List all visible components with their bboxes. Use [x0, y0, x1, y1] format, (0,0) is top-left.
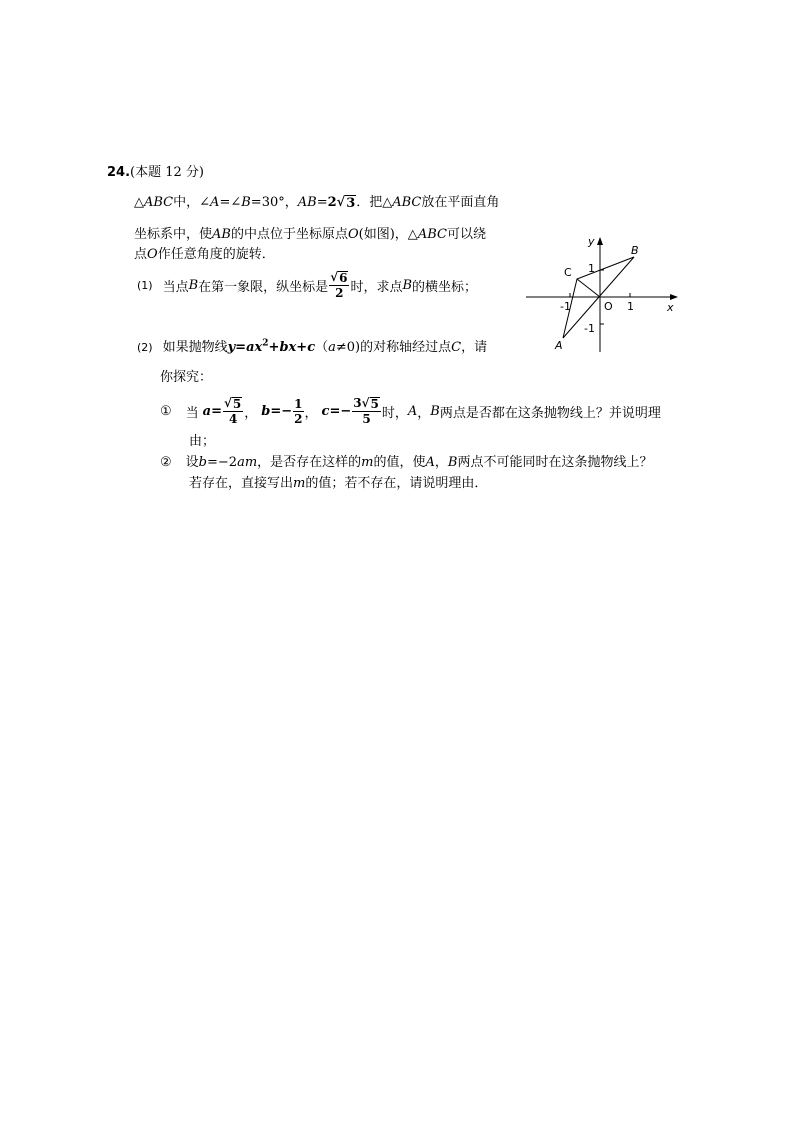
var-y: y: [227, 340, 236, 355]
text: 的值；若不存在，请说明理由．: [305, 476, 488, 491]
var-c: c: [307, 340, 316, 355]
var-o: O: [147, 247, 158, 262]
var-a: A: [425, 455, 435, 470]
radicand: 5: [232, 397, 242, 411]
var-b: b: [261, 403, 271, 419]
label-o: O: [604, 300, 613, 313]
sub-question-1: [160, 397, 661, 425]
label-b: B: [631, 244, 639, 257]
text: 中，∠: [173, 195, 211, 210]
label-c: C: [564, 266, 572, 279]
text: =: [235, 340, 247, 355]
var-b: B: [447, 455, 458, 470]
numerator: 1: [294, 396, 303, 411]
circled-number: ②: [160, 455, 172, 470]
label-a: A: [555, 339, 563, 352]
text: 当点: [162, 279, 189, 295]
text: ，: [244, 405, 258, 421]
var-ab: AB: [297, 195, 317, 210]
text: 作任意角度的旋转．: [157, 247, 275, 262]
sub-question-2: [160, 451, 652, 470]
fraction-3sqrt5-over-5: 3 √ 5 5: [353, 396, 379, 426]
circled-number: ①: [160, 403, 172, 419]
question-number: (2): [137, 341, 153, 354]
text: =−2: [207, 455, 238, 470]
text: +: [268, 340, 280, 355]
var-b: B: [402, 277, 413, 293]
sub-question-2-continued: [189, 472, 487, 491]
text: =−: [270, 403, 293, 419]
text: ，: [417, 405, 431, 421]
text: ≠0)的对称轴经过点: [335, 340, 452, 355]
radicand: 6: [339, 271, 348, 285]
fraction-sqrt6-over-2: √ 6 2: [330, 270, 348, 300]
text: ，: [434, 455, 448, 470]
text: 如果抛物线: [162, 340, 228, 355]
text: (如图)，△: [358, 227, 418, 242]
var-o: O: [347, 227, 359, 242]
var-b: B: [241, 195, 251, 210]
text: 时，: [381, 405, 408, 421]
text: ．把△: [356, 195, 393, 210]
label-y-1: 1: [588, 262, 595, 275]
text: 在第一象限，纵坐标是: [198, 279, 329, 295]
var-ab: AB: [212, 227, 231, 242]
denominator: 2: [294, 411, 303, 426]
denominator: 4: [228, 412, 238, 426]
text: 若存在，直接写出: [189, 476, 294, 491]
var-abc: ABC: [392, 195, 422, 210]
var-ax: ax: [246, 340, 263, 355]
radicand: 5: [370, 397, 379, 411]
problem-number: 24.: [107, 165, 131, 180]
text: ，是否存在这样的: [257, 455, 362, 470]
sqrt-3: √ 3: [336, 195, 356, 211]
text: 坐标系中，使: [134, 227, 213, 242]
text: 两点是否都在这条抛物线上？并说明理: [439, 405, 661, 421]
radicand: 3: [346, 196, 356, 211]
text: △: [134, 195, 144, 210]
text: 的横坐标；: [412, 279, 478, 295]
text: （: [315, 340, 329, 355]
text: ，: [304, 405, 318, 421]
problem-header: [107, 161, 204, 180]
coefficient: 3: [353, 396, 362, 410]
var-b: B: [430, 403, 440, 419]
text: 时，求点: [350, 279, 403, 295]
text: ，请: [461, 340, 488, 355]
text: 设: [185, 455, 199, 470]
text: =: [211, 403, 223, 419]
coefficient: 2: [327, 195, 337, 210]
exponent: 2: [262, 338, 269, 349]
text: 的中点位于坐标原点: [230, 227, 348, 242]
denominator: 2: [335, 286, 344, 300]
var-b: b: [198, 455, 207, 470]
statement-line-2: [134, 223, 486, 242]
statement-line-3: [134, 243, 275, 262]
var-a: A: [210, 195, 220, 210]
text: 两点不可能同时在这条抛物线上？: [457, 455, 653, 470]
label-x: x: [667, 301, 674, 314]
problem-score: (本题 12 分): [130, 165, 204, 180]
fraction-sqrt5-over-4: √ 5 4: [224, 396, 242, 426]
label-x-neg1: -1: [560, 300, 571, 313]
var-c: c: [321, 403, 330, 419]
question-1: [137, 271, 477, 299]
var-b: B: [188, 277, 199, 293]
var-abc: ABC: [417, 227, 447, 242]
segment-co: [577, 279, 600, 297]
text: =−: [329, 403, 352, 419]
var-bx: bx: [279, 340, 297, 355]
var-a: a: [328, 340, 336, 355]
var-am: am: [237, 455, 258, 470]
text: =∠: [219, 195, 242, 210]
label-x-1: 1: [627, 300, 634, 313]
text: 当: [185, 405, 199, 421]
var-c: C: [451, 340, 462, 355]
question-2-continued: 你探究：: [160, 370, 213, 385]
var-m: m: [293, 476, 306, 491]
label-y-neg1: -1: [584, 322, 595, 335]
var-m: m: [361, 455, 374, 470]
var-a: a: [202, 403, 212, 419]
label-y: y: [588, 235, 595, 248]
question-number: (1): [137, 278, 153, 292]
text: +: [296, 340, 308, 355]
var-abc: ABC: [144, 195, 174, 210]
var-a: A: [407, 403, 418, 419]
text: 的值，使: [373, 455, 426, 470]
coordinate-figure: [520, 232, 685, 357]
text: =30°，: [250, 195, 298, 210]
question-2: [137, 336, 487, 355]
sub-question-1-continued: 由；: [189, 434, 216, 449]
statement-line-1: [134, 191, 499, 211]
text: =: [316, 195, 328, 210]
text: 放在平面直角: [421, 195, 500, 210]
text: 可以绕: [446, 227, 486, 242]
text: 点: [134, 247, 148, 262]
denominator: 5: [362, 412, 371, 426]
fraction-1-over-2: [293, 398, 303, 425]
